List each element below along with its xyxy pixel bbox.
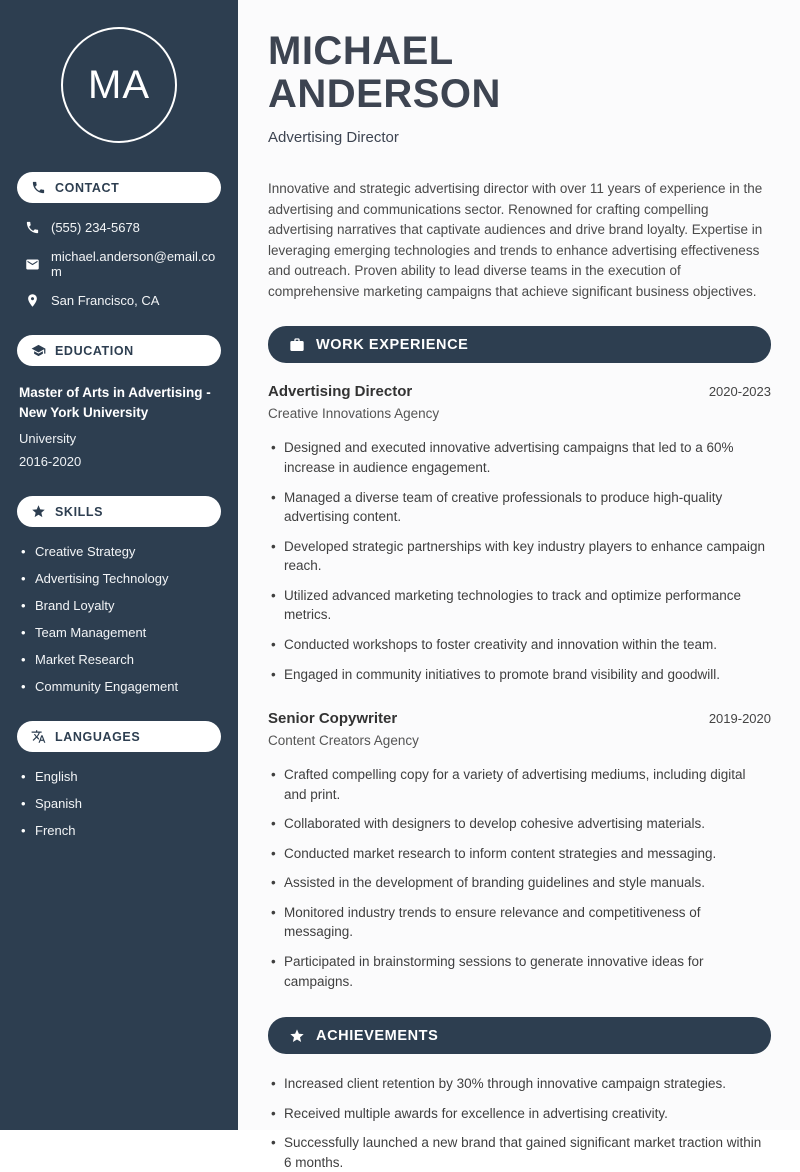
skills-section (17, 496, 221, 694)
sidebar (0, 0, 238, 1130)
languages-list (21, 769, 221, 838)
achievements-section-header (268, 1017, 771, 1054)
job-dates: 2019-2020 (708, 711, 771, 727)
skill-item: • Creative Strategy (21, 544, 221, 559)
skills-list (21, 544, 221, 694)
star-icon (31, 504, 46, 519)
briefcase-icon (289, 337, 305, 353)
job-entry (268, 383, 771, 684)
job-company: Content Creators Agency (268, 733, 419, 749)
job-bullet: • Utilized advanced marketing technologies to track and optimize performance metrics. (268, 586, 771, 625)
job-bullet: • Managed a diverse team of creative professionals to produce high-quality advertising content. (268, 488, 771, 527)
achievements-list (268, 1074, 771, 1172)
languages-section-header (17, 721, 221, 752)
skill-item: • Team Management (21, 625, 221, 640)
avatar (61, 27, 177, 143)
job-header (268, 710, 771, 727)
job-bullet: • Collaborated with designers to develop cohesive advertising materials. (268, 814, 771, 834)
skills-section-header (17, 496, 221, 527)
job-header (268, 383, 771, 400)
job-title: Advertising Director (268, 383, 413, 401)
person-name-line1: MICHAEL (268, 29, 454, 73)
contact-phone (25, 220, 221, 235)
language-item: • English (21, 769, 221, 784)
job-bullet: • Participated in brainstorming sessions to generate innovative ideas for campaigns. (268, 952, 771, 991)
job-bullet: • Developed strategic partnerships with key industry players to enhance campaign reach. (268, 537, 771, 576)
work-experience-section-header (268, 326, 771, 363)
work-experience-header-label: WORK EXPERIENCE (316, 336, 469, 353)
contact-location (25, 293, 221, 308)
job-entry (268, 710, 771, 991)
job-dates: 2020-2023 (708, 384, 771, 400)
skills-header-label: SKILLS (55, 504, 104, 519)
achievement-item: • Received multiple awards for excellence in advertising creativity. (268, 1104, 771, 1124)
education-section-header (17, 335, 221, 366)
job-bullet-list (268, 438, 771, 684)
languages-header-label: LANGUAGES (55, 729, 141, 744)
education-header-label: EDUCATION (55, 343, 134, 358)
skill-item: • Community Engagement (21, 679, 221, 694)
graduation-cap-icon (31, 343, 46, 358)
language-item: • French (21, 823, 221, 838)
job-title: Senior Copywriter (268, 710, 398, 728)
summary-paragraph: Innovative and strategic advertising director with over 11 years of experience in the advertising and communications sector. Renowned for crafting compelling advertising narratives that captivate audiences and drive brand loyalty. Expertise in leveraging emerging technologies and trends to enhance advertising effectiveness and outreach. Proven ability to lead diverse teams in the execution of comprehensive marketing campaigns that achieve significant business objectives. (268, 181, 763, 299)
job-bullet-list (268, 765, 771, 991)
contact-email-value: michael.anderson@email.com (51, 249, 216, 279)
job-bullet: • Assisted in the development of branding guidelines and style manuals. (268, 873, 771, 893)
contact-email (25, 249, 221, 279)
education-section (17, 335, 221, 469)
job-bullet: • Conducted workshops to foster creativity and innovation within the team. (268, 635, 771, 655)
achievement-item: • Successfully launched a new brand that gained significant market traction within 6 months. (268, 1133, 771, 1172)
location-pin-icon (25, 293, 40, 308)
contact-section-header (17, 172, 221, 203)
job-bullet: • Engaged in community initiatives to promote brand visibility and goodwill. (268, 665, 771, 685)
job-bullet: • Designed and executed innovative advertising campaigns that led to a 60% increase in audience engagement. (268, 438, 771, 477)
phone-icon (31, 180, 46, 195)
job-bullet: • Crafted compelling copy for a variety of advertising mediums, including digital and print. (268, 765, 771, 804)
contact-section (17, 172, 221, 308)
contact-header-label: CONTACT (55, 180, 120, 195)
main-content (238, 0, 800, 1170)
language-item: • Spanish (21, 796, 221, 811)
education-years: 2016-2020 (19, 454, 82, 470)
education-institution: University (19, 431, 77, 447)
person-name (268, 30, 771, 116)
job-bullet: • Monitored industry trends to ensure relevance and competitiveness of messaging. (268, 903, 771, 942)
achievements-header-label: ACHIEVEMENTS (316, 1027, 439, 1044)
avatar-initials: MA (88, 62, 150, 107)
star-icon (289, 1028, 305, 1044)
contact-location-value: San Francisco, CA (51, 293, 160, 308)
phone-icon (25, 220, 40, 235)
job-company: Creative Innovations Agency (268, 406, 440, 422)
person-name-line2: ANDERSON (268, 72, 501, 117)
email-icon (25, 257, 40, 272)
person-job-title: Advertising Director (268, 129, 399, 147)
achievement-item: • Increased client retention by 30% through innovative campaign strategies. (268, 1074, 771, 1094)
education-degree: Master of Arts in Advertising - New York University (19, 385, 211, 420)
translate-icon (31, 729, 46, 744)
skill-item: • Brand Loyalty (21, 598, 221, 613)
job-bullet: • Conducted market research to inform content strategies and messaging. (268, 844, 771, 864)
languages-section (17, 721, 221, 838)
contact-phone-value: (555) 234-5678 (51, 220, 140, 235)
skill-item: • Advertising Technology (21, 571, 221, 586)
skill-item: • Market Research (21, 652, 221, 667)
